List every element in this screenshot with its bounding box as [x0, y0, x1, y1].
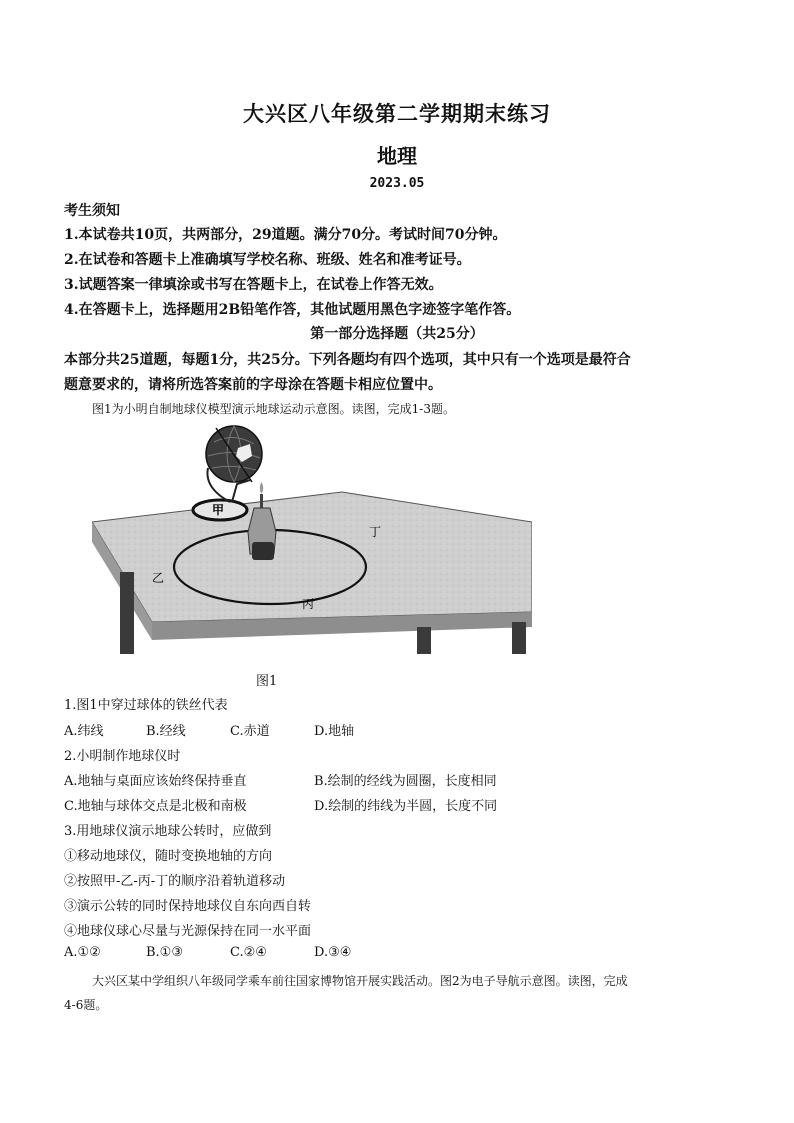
part1-intro-line: 题意要求的，请将所选答案前的字母涂在答题卡相应位置中。: [64, 377, 442, 393]
figure2-lead-line: 大兴区某中学组织八年级同学乘车前往国家博物馆开展实践活动。图2为电子导航示意图。读图，完成: [92, 974, 628, 988]
figure1-label-ding: 丁: [369, 525, 382, 539]
figure1-label-jia: 甲: [212, 503, 225, 517]
figure1-label-bing: 丙: [302, 597, 315, 611]
notice-item: 1.本试卷共10页，共两部分，29道题。满分70分。考试时间70分钟。: [64, 227, 507, 243]
question-3-statement: ②按照甲-乙-丙-丁的顺序沿着轨道移动: [64, 874, 286, 889]
question-1-option-b: B.经线: [146, 724, 186, 739]
figure1-lead: 图1为小明自制地球仪模型演示地球运动示意图。读图，完成1-3题。: [92, 402, 455, 416]
question-3-statement: ④地球仪球心尽量与光源保持在同一水平面: [64, 924, 312, 939]
question-1-option-d: D.地轴: [314, 724, 355, 739]
question-1-option-c: C.赤道: [230, 724, 270, 739]
question-1-stem: 1.图1中穿过球体的铁丝代表: [64, 698, 228, 713]
question-3-option-d: D.③④: [314, 945, 352, 960]
figure1-label-yi: 乙: [152, 571, 165, 585]
figure1-globe-model: [92, 422, 532, 654]
question-2-stem: 2.小明制作地球仪时: [64, 749, 181, 764]
figure1-caption: 图1: [256, 674, 278, 689]
question-2-option-a: A.地轴与桌面应该始终保持垂直: [64, 774, 247, 789]
question-3-option-c: C.②④: [230, 945, 267, 960]
question-3-stem: 3.用地球仪演示地球公转时，应做到: [64, 824, 272, 839]
exam-date: 2023.05: [369, 176, 425, 191]
question-2-option-d: D.绘制的纬线为半圆，长度不同: [314, 799, 498, 814]
question-1-option-a: A.纬线: [64, 724, 104, 739]
part1-heading: 第一部分选择题（共25分）: [310, 326, 484, 342]
notice-heading: 考生须知: [64, 203, 120, 219]
exam-subject: 地理: [377, 144, 417, 168]
figure2-lead-line: 4-6题。: [64, 998, 108, 1012]
question-2-option-b: B.绘制的经线为圆圈，长度相同: [314, 774, 497, 789]
question-3-statement: ③演示公转的同时保持地球仪自东向西自转: [64, 899, 312, 914]
question-3-statement: ①移动地球仪，随时变换地轴的方向: [64, 849, 273, 864]
question-3-option-a: A.①②: [64, 945, 101, 960]
notice-item: 2.在试卷和答题卡上准确填写学校名称、班级、姓名和准考证号。: [64, 252, 471, 268]
notice-item: 3.试题答案一律填涂或书写在答题卡上，在试卷上作答无效。: [64, 277, 443, 293]
question-3-option-b: B.①③: [146, 945, 183, 960]
exam-title: 大兴区八年级第二学期期末练习: [243, 101, 551, 126]
question-2-option-c: C.地轴与球体交点是北极和南极: [64, 799, 247, 814]
notice-item: 4.在答题卡上，选择题用2B铅笔作答，其他试题用黑色字迹签字笔作答。: [64, 302, 521, 318]
part1-intro-line: 本部分共25道题，每题1分，共25分。下列各题均有四个选项，其中只有一个选项是最符合: [64, 352, 631, 368]
